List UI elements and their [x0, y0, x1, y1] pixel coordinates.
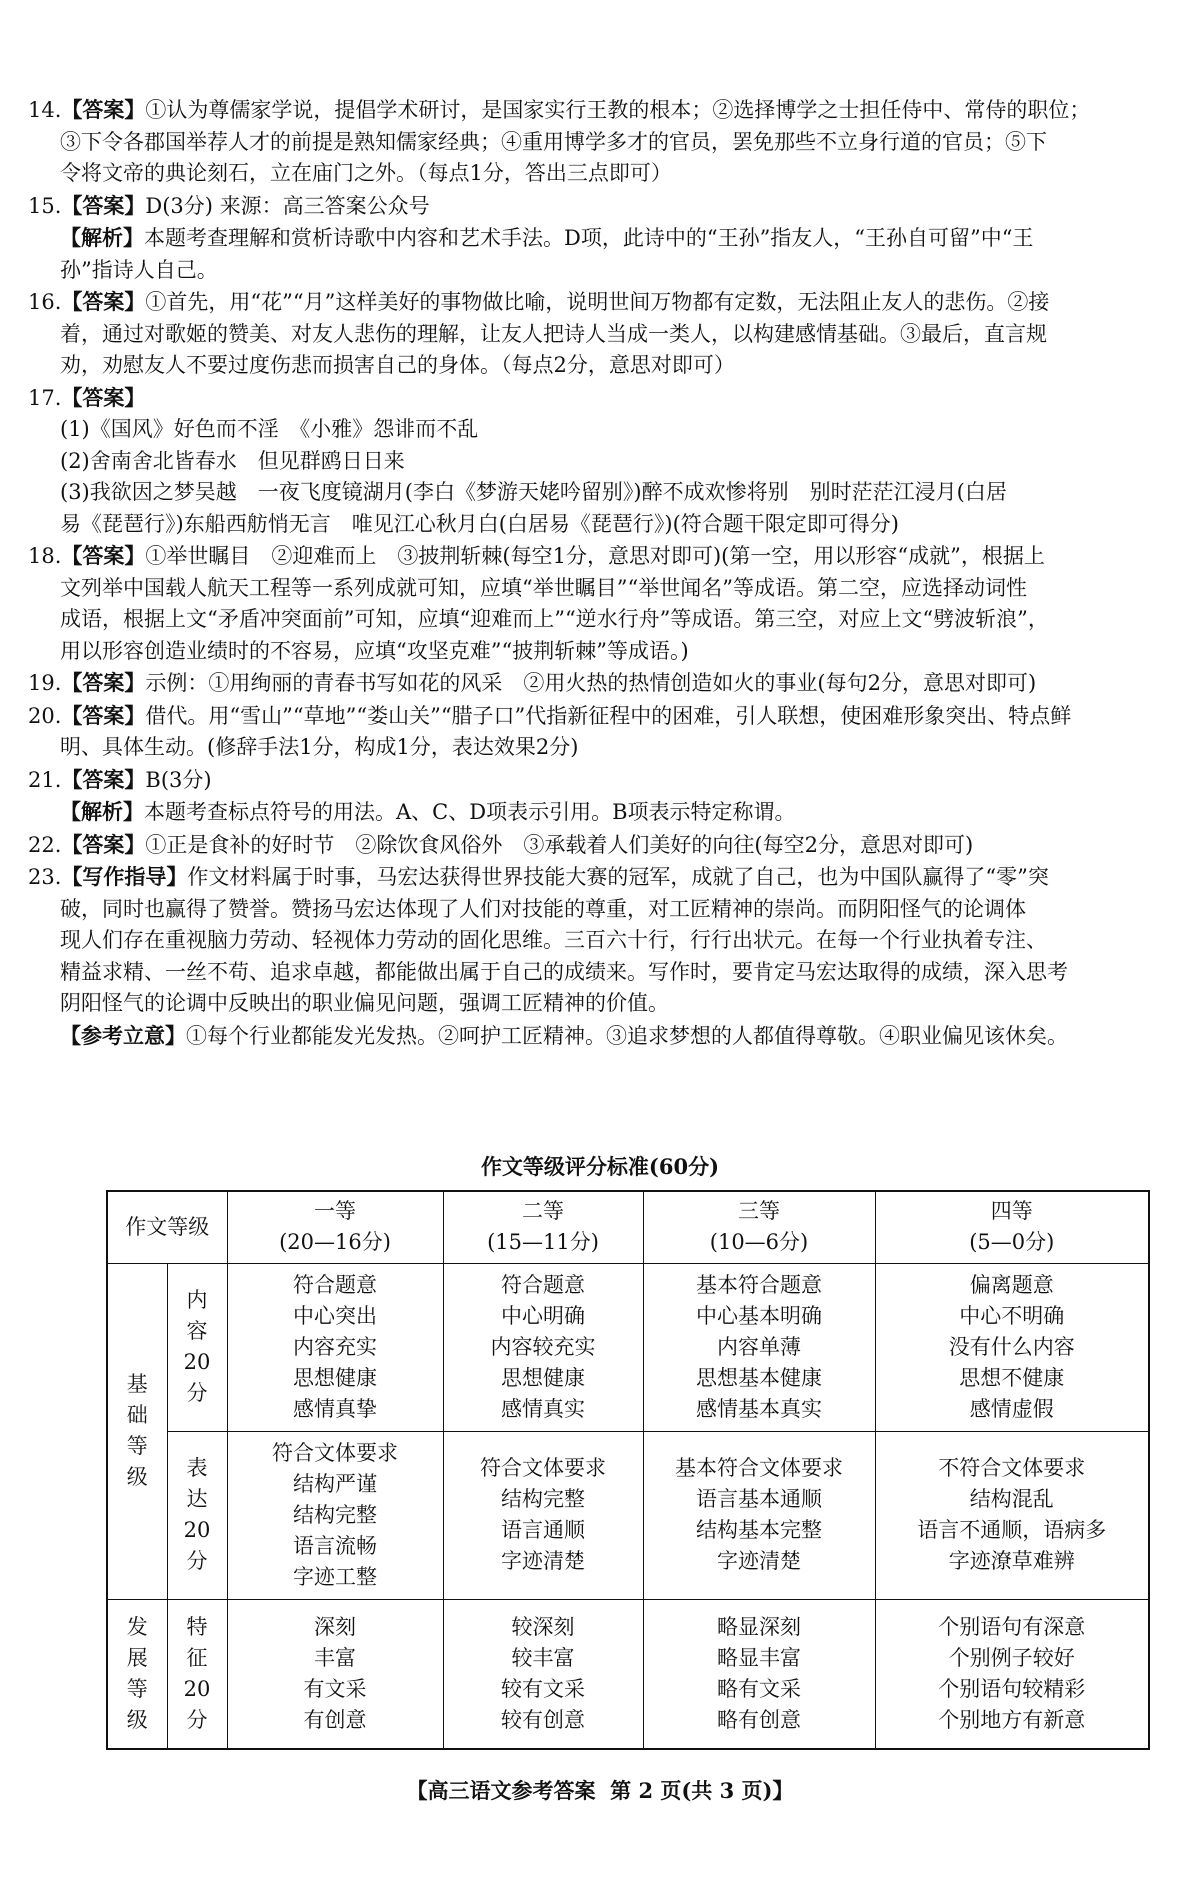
- page-footer: [0, 1776, 1200, 1806]
- criterion: 感情真挚: [293, 1396, 377, 1421]
- answer-text: ①认为尊儒家学说，提倡学术研讨，是国家实行王教的根本；②选择博学之士担任侍中、常侍的职位；: [145, 98, 1091, 122]
- answer-tag: 【答案】: [61, 384, 146, 410]
- content-level-1: [227, 1263, 443, 1431]
- level-name: 三等: [738, 1199, 780, 1224]
- criterion: 符合题意: [293, 1272, 377, 1297]
- label-char: 基: [126, 1372, 148, 1396]
- source-note: 来源：高三答案公众号: [219, 193, 430, 218]
- level-name: 二等: [522, 1199, 564, 1224]
- level-range: (20—16分): [279, 1230, 391, 1255]
- label-char: 级: [126, 1707, 148, 1732]
- question-22: [28, 829, 1168, 862]
- answer-tag: 【答案】: [61, 289, 146, 314]
- answer-text: ③下令各郡国举荐人才的前提是熟知儒家经典；④重用博学多才的官员，罢免那些不立身行道的官员；⑤下: [60, 129, 1047, 154]
- criterion: 内容充实: [293, 1334, 377, 1359]
- question-15: [28, 190, 1168, 287]
- label-char: 表: [186, 1456, 208, 1480]
- feature-label: [167, 1599, 227, 1749]
- criterion: 内容较充实: [490, 1334, 596, 1359]
- answer-text: 令将文帝的典论刻石，立在庙门之外。（每点1分，答出三点即可）: [60, 161, 672, 185]
- answer-text: 借代。用“雪山”“草地”“娄山关”“腊子口”代指新征程中的困难，引人联想，使困难形象突出、特点鲜: [145, 703, 1072, 728]
- label-char: 20: [183, 1350, 211, 1374]
- criterion: 字迹工整: [293, 1564, 377, 1589]
- criterion: 没有什么内容: [948, 1334, 1075, 1359]
- question-number: 16.: [28, 290, 62, 314]
- answer-text: (2)舍南舍北皆春水 但见群鸥日日来: [60, 448, 405, 473]
- criterion: 结构基本完整: [696, 1518, 822, 1542]
- answer-tag: 【答案】: [61, 97, 146, 122]
- answer-text: 易《琵琶行》)东船西舫悄无言 唯见江心秋月白(白居易《琵琶行》)(符合题干限定即可得分): [60, 511, 899, 536]
- label-char: 达: [186, 1487, 208, 1511]
- criterion: 略有创意: [717, 1707, 801, 1732]
- analysis-text: 孙”指诗人自己。: [60, 257, 218, 282]
- development-level-label: [107, 1599, 167, 1749]
- criterion: 感情虚假: [969, 1396, 1054, 1421]
- question-number: 15.: [28, 193, 62, 218]
- criterion: 基本符合题意: [696, 1272, 822, 1297]
- content-label: [167, 1263, 227, 1431]
- criterion: 结构混乱: [969, 1487, 1054, 1511]
- content-level-2: [443, 1263, 643, 1431]
- question-16: [28, 286, 1168, 382]
- criterion: 略显丰富: [717, 1645, 801, 1670]
- criterion: 内容单薄: [717, 1334, 801, 1359]
- answer-list: [28, 94, 1168, 1052]
- feature-level-4: [875, 1599, 1149, 1749]
- criterion: 较有创意: [501, 1707, 585, 1732]
- feature-level-2: [443, 1599, 643, 1749]
- content-level-3: [643, 1263, 875, 1431]
- answer-text: B(3分): [145, 767, 212, 792]
- guide-text: 精益求精、一丝不苟、追求卓越，都能做出属于自己的成绩来。写作时，要肯定马宏达取得的成绩，深入思考: [60, 959, 1068, 984]
- question-19: [28, 667, 1168, 700]
- level-3-cell: [643, 1191, 875, 1263]
- level-name: 一等: [314, 1199, 356, 1224]
- label-char: 内: [186, 1288, 208, 1312]
- reference-text: ①每个行业都能发光发热。②呵护工匠精神。③追求梦想的人都值得尊敬。④职业偏见该休矣。: [186, 1023, 1068, 1048]
- criterion: 语言通顺: [501, 1518, 585, 1542]
- criterion: 感情真实: [501, 1396, 585, 1421]
- guide-text: 阴阳怪气的论调中反映出的职业偏见问题，强调工匠精神的价值。: [60, 991, 669, 1015]
- criterion: 思想不健康: [959, 1365, 1065, 1390]
- criterion: 符合文体要求: [480, 1456, 606, 1480]
- question-number: 23.: [28, 865, 62, 889]
- level-4-cell: [875, 1191, 1149, 1263]
- guide-text: 现人们存在重视脑力劳动、轻视体力劳动的固化思维。三百六十行，行行出状元。在每一个行业执着专注、: [60, 928, 1047, 952]
- analysis-text: 本题考查理解和赏析诗歌中内容和艺术手法。D项，此诗中的“王孙”指友人，“王孙自可留”中“王: [144, 226, 1034, 250]
- level-range: (10—6分): [709, 1230, 809, 1255]
- answer-tag: 【答案】: [61, 670, 146, 695]
- level-range: (5—0分): [969, 1230, 1055, 1255]
- answer-text: (3)我欲因之梦吴越 一夜飞度镜湖月(李白《梦游天姥吟留别》)醉不成欢惨将别 别时茫茫江浸月(白居: [60, 480, 1007, 504]
- analysis-text: 本题考查标点符号的用法。A、C、D项表示引用。B项表示特定称谓。: [144, 800, 796, 824]
- answer-text: ①首先，用“花”“月”这样美好的事物做比喻，说明世间万物都有定数，无法阻止友人的悲伤。②接: [145, 290, 1050, 314]
- level-range: (15—11分): [487, 1230, 599, 1255]
- answer-tag: 【答案】: [61, 543, 146, 568]
- question-number: 17.: [28, 385, 62, 410]
- criterion: 丰富: [314, 1645, 356, 1670]
- label-char: 发: [126, 1614, 148, 1639]
- question-number: 19.: [28, 671, 62, 695]
- question-18: [28, 540, 1168, 667]
- criterion: 结构完整: [501, 1487, 585, 1511]
- page-number: 第 2 页(共 3 页)】: [610, 1778, 794, 1803]
- answer-text: D(3分): [145, 193, 213, 218]
- question-number: 18.: [28, 544, 62, 568]
- criterion: 个别语句较精彩: [938, 1676, 1086, 1701]
- criterion: 结构完整: [293, 1502, 377, 1527]
- question-number: 22.: [28, 832, 62, 857]
- answer-text: 用以形容创造业绩时的不容易，应填“攻坚克难”“披荆斩棘”等成语。): [60, 638, 689, 663]
- criterion: 中心基本明确: [696, 1303, 822, 1328]
- criterion: 思想基本健康: [696, 1365, 822, 1390]
- criterion: 字迹潦草难辨: [948, 1549, 1075, 1573]
- footer-title: 【高三语文参考答案: [406, 1778, 596, 1803]
- question-23: [28, 861, 1168, 1052]
- label-char: 分: [186, 1549, 208, 1573]
- label-char: 20: [183, 1518, 211, 1542]
- table-header-row: [107, 1191, 1149, 1263]
- criterion: 中心不明确: [959, 1303, 1065, 1328]
- criterion: 偏离题意: [969, 1272, 1054, 1297]
- answer-text: 着，通过对歌姬的赞美、对友人悲伤的理解，让友人把诗人当成一类人，以构建感情基础。③最后，直言规: [60, 321, 1047, 346]
- answer-text: ①正是食补的好时节 ②除饮食风俗外 ③承载着人们美好的向往(每空2分，意思对即可): [145, 832, 974, 857]
- expression-level-4: [875, 1431, 1149, 1599]
- label-char: 分: [186, 1381, 208, 1405]
- expression-level-1: [227, 1431, 443, 1599]
- label-char: 分: [186, 1707, 208, 1732]
- table-title: 作文等级评分标准(60分): [480, 1154, 720, 1179]
- criterion: 深刻: [314, 1614, 356, 1639]
- criterion: 略显深刻: [717, 1614, 801, 1639]
- criterion: 字迹清楚: [717, 1549, 801, 1573]
- question-21: [28, 764, 1168, 829]
- question-17: [28, 382, 1168, 541]
- criterion: 中心突出: [293, 1303, 377, 1328]
- criterion: 思想健康: [293, 1365, 377, 1390]
- level-2-cell: [443, 1191, 643, 1263]
- answer-text: (1)《国风》好色而不淫 《小雅》怨诽而不乱: [60, 417, 479, 441]
- criterion: 感情基本真实: [696, 1396, 822, 1421]
- answer-text: 文列举中国载人航天工程等一系列成就可知，应填“举世瞩目”“举世闻名”等成语。第二空，应选择动词性: [60, 575, 1027, 600]
- answer-text: ①举世瞩目 ②迎难而上 ③披荆斩棘(每空1分，意思对即可)(第一空，用以形容“成就”，根据上: [145, 544, 1045, 568]
- guide-text: 破，同时也赢得了赞誉。赞扬马宏达体现了人们对技能的尊重，对工匠精神的崇尚。而阴阳怪气的论调体: [60, 896, 1026, 921]
- content-row: [107, 1263, 1149, 1431]
- label-char: 等: [126, 1434, 148, 1458]
- writing-guide-tag: 【写作指导】: [61, 864, 188, 889]
- answer-tag: 【答案】: [61, 766, 146, 792]
- analysis-tag: 【解析】: [60, 225, 144, 250]
- criterion: 语言不通顺，语病多: [917, 1518, 1107, 1542]
- level-1-cell: [227, 1191, 443, 1263]
- criterion: 字迹清楚: [501, 1549, 585, 1573]
- criterion: 符合文体要求: [272, 1440, 398, 1465]
- criterion: 个别例子较好: [948, 1645, 1075, 1670]
- answer-text: 成语，根据上文“矛盾冲突面前”可知，应填“迎难而上”“逆水行舟”等成语。第三空，对应上文“劈波斩浪”，: [60, 607, 1049, 631]
- guide-text: 作文材料属于时事，马宏达获得世界技能大赛的冠军，成就了自己，也为中国队赢得了“零”突: [187, 865, 1049, 889]
- level-name: 四等: [990, 1199, 1033, 1224]
- reference-tag: 【参考立意】: [60, 1022, 186, 1048]
- criterion: 略有文采: [717, 1676, 801, 1701]
- answer-text: 劝，劝慰友人不要过度伤悲而损害自己的身体。（每点2分，意思对即可）: [60, 353, 735, 377]
- answer-text: 示例：①用绚丽的青春书写如花的风采 ②用火热的热情创造如火的事业(每句2分，意思对即可): [145, 671, 1037, 695]
- question-20: [28, 700, 1168, 764]
- question-14: [28, 94, 1168, 190]
- criterion: 中心明确: [501, 1303, 585, 1328]
- answer-tag: 【答案】: [61, 702, 146, 728]
- criterion: 个别地方有新意: [938, 1707, 1086, 1732]
- answer-tag: 【答案】: [61, 192, 146, 218]
- expression-level-2: [443, 1431, 643, 1599]
- criterion: 较有文采: [501, 1676, 585, 1701]
- grading-table: [106, 1190, 1150, 1750]
- label-char: 础: [126, 1403, 148, 1427]
- feature-level-1: [227, 1599, 443, 1749]
- criterion: 基本符合文体要求: [675, 1456, 843, 1480]
- answer-tag: 【答案】: [61, 831, 146, 857]
- label-char: 征: [186, 1645, 208, 1670]
- criterion: 个别语句有深意: [938, 1614, 1086, 1639]
- criterion: 思想健康: [501, 1365, 585, 1390]
- expression-level-3: [643, 1431, 875, 1599]
- criterion: 不符合文体要求: [938, 1456, 1086, 1480]
- question-number: 21.: [28, 767, 62, 792]
- expression-label: [167, 1431, 227, 1599]
- label-char: 级: [126, 1465, 148, 1489]
- criterion: 有创意: [303, 1707, 367, 1732]
- criterion: 有文采: [303, 1676, 367, 1701]
- question-number: 20.: [28, 703, 62, 728]
- feature-level-3: [643, 1599, 875, 1749]
- criterion: 较丰富: [511, 1645, 575, 1670]
- label-char: 容: [186, 1319, 208, 1343]
- basic-level-label: [107, 1263, 167, 1599]
- criterion: 较深刻: [511, 1614, 575, 1639]
- answer-text: 明、具体生动。(修辞手法1分，构成1分，表达效果2分): [60, 735, 579, 759]
- content-level-4: [875, 1263, 1149, 1431]
- criterion: 语言基本通顺: [696, 1487, 822, 1511]
- criterion: 语言流畅: [293, 1533, 377, 1558]
- analysis-tag: 【解析】: [60, 799, 144, 824]
- label-char: 展: [126, 1645, 148, 1670]
- question-number: 14.: [28, 98, 62, 122]
- corner-cell: 作文等级: [107, 1191, 227, 1263]
- label-char: 特: [186, 1614, 208, 1639]
- feature-row: [107, 1599, 1149, 1749]
- label-char: 等: [126, 1676, 148, 1701]
- criterion: 符合题意: [501, 1272, 585, 1297]
- expression-row: [107, 1431, 1149, 1599]
- criterion: 结构严谨: [293, 1471, 377, 1496]
- label-char: 20: [183, 1676, 211, 1701]
